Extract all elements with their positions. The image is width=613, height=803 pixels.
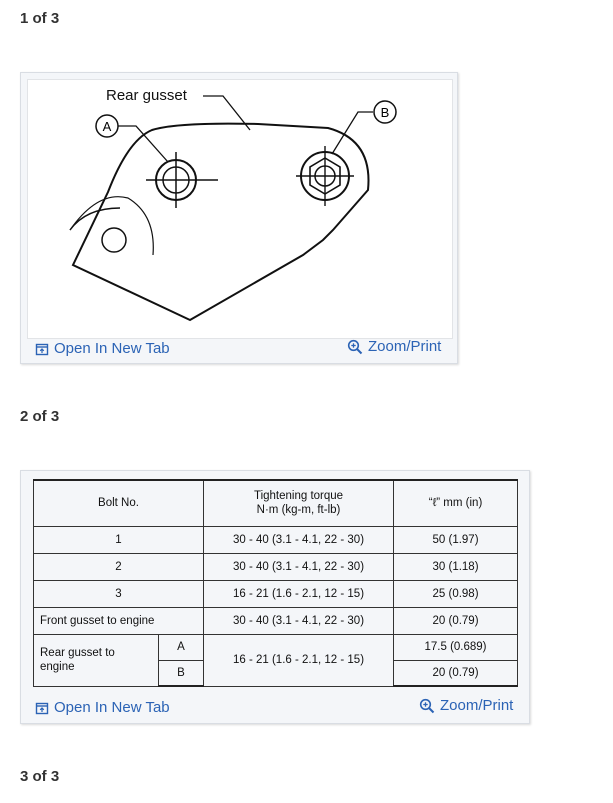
torque-cell: 30 - 40 (3.1 - 4.1, 22 - 30) bbox=[204, 526, 394, 553]
open-new-tab-icon bbox=[35, 701, 49, 715]
table-row bbox=[34, 526, 518, 553]
torque-cell: 16 - 21 (1.6 - 2.1, 12 - 15) bbox=[204, 634, 394, 686]
torque-table[interactable] bbox=[33, 479, 518, 687]
rear-gusset-drawing bbox=[28, 80, 452, 338]
table-row bbox=[34, 580, 518, 607]
length-cell: 30 (1.18) bbox=[394, 553, 518, 580]
bolt-cell: Front gusset to engine bbox=[34, 607, 204, 634]
table-row bbox=[34, 607, 518, 634]
rear-gusset-diagram[interactable] bbox=[27, 79, 453, 339]
length-cell: 20 (0.79) bbox=[394, 607, 518, 634]
torque-cell: 16 - 21 (1.6 - 2.1, 12 - 15) bbox=[204, 580, 394, 607]
open-in-new-tab-link-2[interactable] bbox=[35, 699, 170, 716]
zoom-print-label: Zoom/Print bbox=[440, 697, 514, 714]
bolt-cell: 1 bbox=[34, 526, 204, 553]
length-cell: 50 (1.97) bbox=[394, 526, 518, 553]
table-row bbox=[34, 553, 518, 580]
table-header-row bbox=[34, 480, 518, 526]
zoom-print-link-1[interactable] bbox=[347, 338, 441, 355]
open-new-tab-icon bbox=[35, 342, 49, 356]
bolt-b-icon bbox=[296, 146, 354, 206]
length-cell: 25 (0.98) bbox=[394, 580, 518, 607]
header-length: “ℓ” mm (in) bbox=[394, 480, 518, 526]
bolt-cell: 3 bbox=[34, 580, 204, 607]
table-row bbox=[34, 634, 518, 660]
zoom-print-label: Zoom/Print bbox=[368, 338, 442, 355]
zoom-icon bbox=[419, 698, 435, 714]
zoom-icon bbox=[347, 339, 363, 355]
open-in-new-tab-link-1[interactable] bbox=[35, 340, 170, 357]
rear-gusset-label-cell bbox=[34, 634, 159, 686]
image-counter-1: 1 of 3 bbox=[20, 10, 60, 27]
image-counter-3: 3 of 3 bbox=[20, 768, 60, 785]
callout-b-label: B bbox=[380, 105, 390, 120]
callout-a-label: A bbox=[102, 119, 112, 134]
header-torque bbox=[204, 480, 394, 526]
bolt-a-icon bbox=[146, 152, 218, 208]
torque-cell: 30 - 40 (3.1 - 4.1, 22 - 30) bbox=[204, 553, 394, 580]
rear-gusset-label-line1: Rear gusset to bbox=[40, 647, 115, 659]
sub-bolt-cell: B bbox=[159, 660, 204, 686]
sub-bolt-cell: A bbox=[159, 634, 204, 660]
image-counter-2: 2 of 3 bbox=[20, 408, 60, 425]
length-cell: 17.5 (0.689) bbox=[394, 634, 518, 660]
zoom-print-link-2[interactable] bbox=[419, 697, 513, 714]
header-torque-line1: Tightening torque bbox=[253, 490, 344, 503]
diagram-title: Rear gusset bbox=[106, 87, 187, 104]
image-card-2 bbox=[20, 470, 530, 724]
header-bolt-no: Bolt No. bbox=[34, 480, 204, 526]
open-in-new-tab-label: Open In New Tab bbox=[54, 699, 170, 716]
image-card-1 bbox=[20, 72, 458, 364]
bolt-cell: 2 bbox=[34, 553, 204, 580]
open-in-new-tab-label: Open In New Tab bbox=[54, 340, 170, 357]
length-cell: 20 (0.79) bbox=[394, 660, 518, 686]
header-torque-line2: N·m (kg-m, ft-lb) bbox=[256, 504, 341, 517]
torque-cell: 30 - 40 (3.1 - 4.1, 22 - 30) bbox=[204, 607, 394, 634]
rear-gusset-label-line2: engine bbox=[40, 661, 75, 673]
